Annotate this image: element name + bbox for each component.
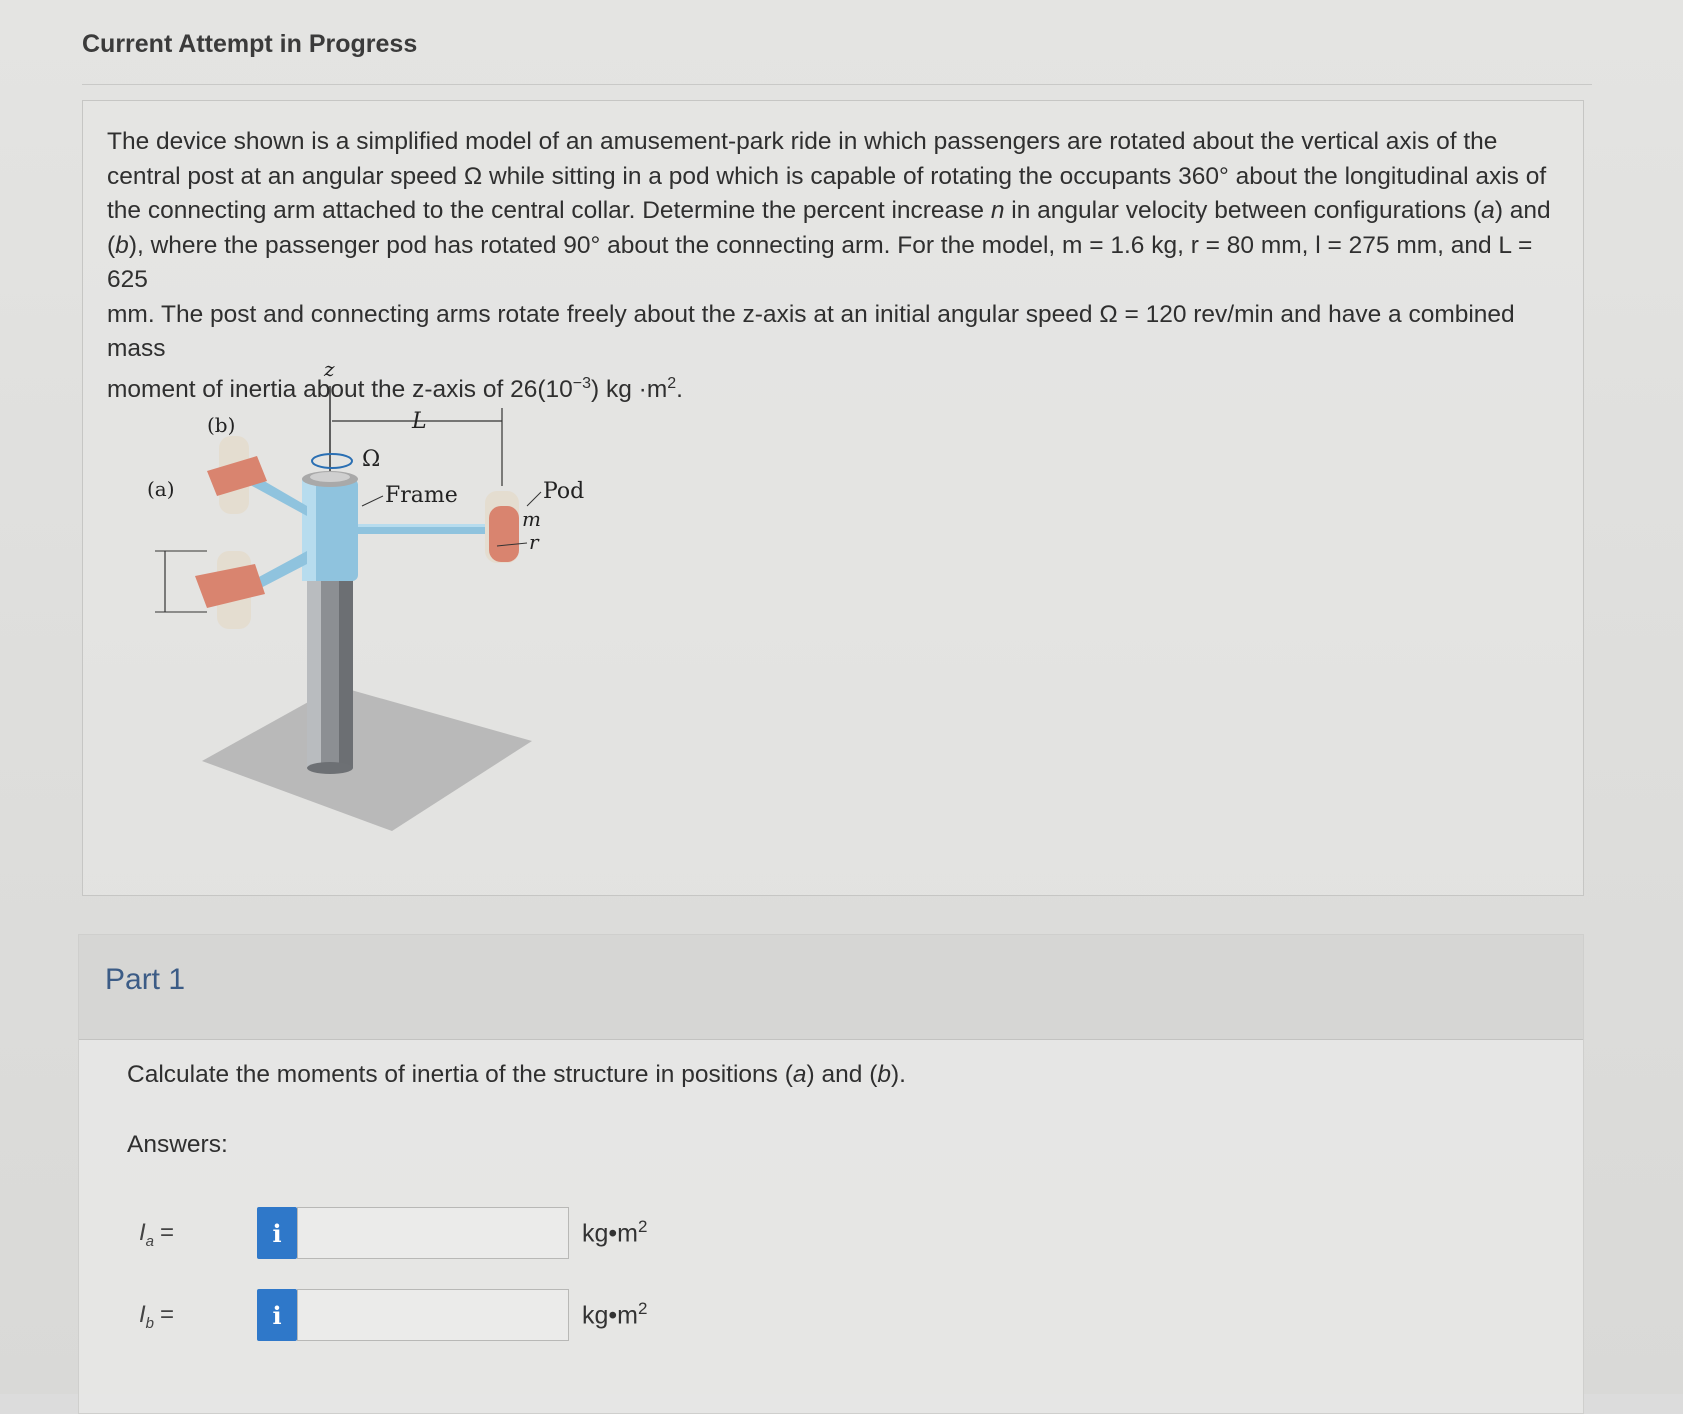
part-title: Part 1 bbox=[105, 963, 186, 996]
L-label: L bbox=[412, 409, 427, 434]
problem-line: central post at an angular speed Ω while sitting in a pod which is capable of rotating the occupants 360° about the longitudinal axis of bbox=[107, 162, 1547, 190]
part-header bbox=[79, 935, 1583, 1040]
problem-line: mm. The post and connecting arms rotate freely about the z-axis at an initial angular speed Ω = 120 rev/min and have a combined mass bbox=[107, 300, 1515, 362]
b-label: (b) bbox=[207, 413, 236, 437]
connecting-arm-b bbox=[257, 551, 307, 590]
ia-unit: $kg•m^2$ bbox=[582, 1217, 648, 1248]
omega-label: Ω bbox=[362, 447, 381, 472]
pod-label: Pod bbox=[543, 479, 585, 504]
z-label: z bbox=[324, 357, 335, 381]
answers-label: Answers: bbox=[127, 1131, 228, 1158]
problem-statement-box bbox=[82, 100, 1584, 896]
divider bbox=[82, 84, 1592, 85]
part-1-box bbox=[78, 934, 1584, 1414]
a-label: (a) bbox=[147, 477, 175, 501]
ib-input[interactable] bbox=[297, 1289, 569, 1341]
attempt-title: Current Attempt in Progress bbox=[82, 30, 418, 58]
r-label: r bbox=[529, 530, 539, 554]
problem-line: The device shown is a simplified model of an amusement-park ride in which passengers are rotated about the vertical axis of the bbox=[107, 128, 1498, 155]
info-button-ib[interactable]: i bbox=[257, 1289, 297, 1341]
pod-b bbox=[195, 564, 265, 608]
m-label: m bbox=[522, 507, 541, 531]
ib-label: $I_b$ = bbox=[139, 1301, 175, 1332]
ib-unit: $kg•m^2$ bbox=[582, 1299, 648, 1330]
answer-row-ia bbox=[127, 1207, 727, 1261]
info-button-ia[interactable]: i bbox=[257, 1207, 297, 1259]
problem-line: moment of inertia about the z-axis of $26(10^{-3})$ kg $\cdot m^2$. bbox=[107, 374, 683, 403]
ia-label: $I_a$ = bbox=[139, 1219, 175, 1250]
ia-input[interactable] bbox=[297, 1207, 569, 1259]
problem-line: (b), where the passenger pod has rotated 90° about the connecting arm. For the model, m = 1.6 kg, r = 80 mm, l = 275 mm, and L = 625 bbox=[107, 231, 1533, 293]
pod-a bbox=[207, 456, 267, 496]
rotation-arrow bbox=[312, 454, 352, 468]
answer-row-ib bbox=[127, 1289, 727, 1343]
amusement-ride-figure bbox=[107, 346, 627, 846]
problem-line: the connecting arm attached to the central collar. Determine the percent increase n in angular velocity between configurations (a) and bbox=[107, 197, 1551, 224]
ground-shadow bbox=[202, 686, 532, 831]
question-text: Calculate the moments of inertia of the structure in positions (a) and (b). bbox=[127, 1061, 906, 1088]
pod-right bbox=[489, 506, 519, 562]
frame-label: Frame bbox=[385, 483, 458, 508]
